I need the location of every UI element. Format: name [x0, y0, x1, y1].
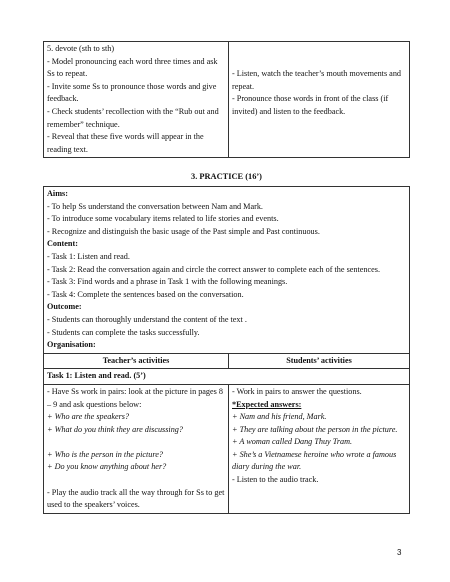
teacher-question: + What do you think they are discussing? — [47, 424, 183, 434]
content-item: - Task 2: Read the conversation again and circle the correct answer to complete each of the sentences. — [47, 264, 380, 274]
table-row — [44, 353, 410, 369]
aim-item: - To introduce some vocabulary items related to life stories and events. — [47, 214, 279, 224]
outcome-heading: Outcome: — [47, 302, 82, 312]
table-row — [44, 384, 410, 513]
student-instruction: - Work in pairs to answer the questions. — [232, 386, 362, 396]
table-row — [44, 42, 410, 158]
content-item: - Task 1: Listen and read. — [47, 251, 130, 261]
content-item: - Task 4: Complete the sentences based on the conversation. — [47, 289, 244, 299]
vocabulary-activities-table — [43, 41, 410, 158]
student-answer: + She’s a Vietnamese heroine who wrote a famous diary during the war. — [232, 449, 397, 472]
aims-content-outcome-cell — [44, 187, 410, 354]
task1-teacher-cell — [44, 384, 229, 513]
table-row — [44, 187, 410, 354]
aim-item: - To help Ss understand the conversation between Nam and Mark. — [47, 201, 263, 211]
task1-heading: Task 1: Listen and read. (5’) — [44, 369, 410, 385]
teacher-question: + Who are the speakers? — [47, 412, 130, 422]
teacher-activities-cell — [44, 42, 229, 158]
organisation-heading: Organisation: — [47, 340, 96, 350]
teacher-step: - Reveal that these five words will appear in the reading text. — [47, 132, 204, 154]
teacher-question: + Do you know anything about her? — [47, 462, 167, 472]
outcome-item: - Students can thoroughly understand the content of the text . — [47, 314, 247, 324]
section-heading: 3. PRACTICE (16’) — [191, 172, 262, 181]
student-answer: + A woman called Dang Thuy Tram. — [232, 437, 353, 447]
teacher-instruction: - Play the audio track all the way through for Ss to get used to the speakers’ voices. — [47, 487, 225, 510]
teacher-question: + Who is the person in the picture? — [47, 449, 163, 459]
student-instruction: - Listen to the audio track. — [232, 475, 319, 485]
student-step: - Listen, watch the teacher’s mouth movements and repeat. — [232, 69, 402, 91]
students-column-header: Students’ activities — [229, 353, 410, 369]
teacher-step: - Model pronouncing each word three times and ask Ss to repeat. — [47, 56, 218, 79]
practice-table — [43, 186, 410, 514]
outcome-item: - Students can complete the tasks successfully. — [47, 327, 200, 337]
page-number: 3 — [397, 548, 402, 557]
student-answer: + They are talking about the person in the picture. — [232, 424, 398, 434]
task1-students-cell — [229, 384, 410, 513]
teacher-column-header: Teacher’s activities — [44, 353, 229, 369]
student-step: - Pronounce those words in front of the class (if invited) and listen to the feedback. — [232, 94, 389, 116]
aim-item: - Recognize and distinguish the basic usage of the Past simple and Past continuous. — [47, 226, 320, 236]
vocab-item-devote: 5. devote (sth to sth) — [47, 44, 115, 53]
content-heading: Content: — [47, 239, 78, 249]
teacher-step: - Check students’ recollection with the “Rub out and remember” technique. — [47, 106, 219, 129]
aims-heading: Aims: — [47, 189, 68, 198]
teacher-step: - Invite some Ss to pronounce those words and give feedback. — [47, 81, 217, 104]
teacher-instruction: - Have Ss work in pairs: look at the picture in pages 8 – 9 and ask questions below: — [47, 386, 223, 409]
content-item: - Task 3: Find words and a phrase in Task 1 with the following meanings. — [47, 277, 288, 287]
students-activities-cell — [229, 42, 410, 158]
expected-answers-label: *Expected answers: — [232, 399, 302, 409]
table-row — [44, 369, 410, 385]
student-answer: + Nam and his friend, Mark. — [232, 412, 327, 422]
